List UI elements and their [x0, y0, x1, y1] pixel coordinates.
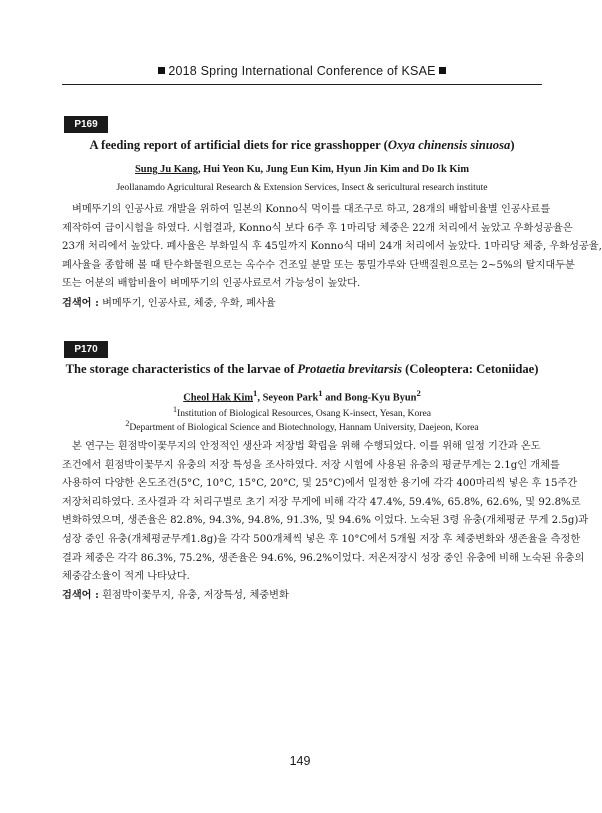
- conference-header-text: [62, 64, 542, 78]
- keywords-label: 검색어 :: [62, 589, 99, 601]
- article-affiliation: $^1$Institution of Biological Resources, Osang K-insect, Yesan, Korea: [173, 405, 431, 420]
- presenting-author: Sung Ju Kang: [135, 164, 198, 175]
- co-authors: , Hui Yeon Ku, Jung Eun Kim, Hyun Jin Kim and Do Ik Kim: [197, 164, 469, 175]
- species-name: Protaetia brevitarsis: [297, 362, 403, 376]
- abstract-line: 또는 어분의 배합비율이 벼메뚜기의 인공사료로서 가능성이 높았다.: [62, 278, 361, 290]
- article-keywords: [62, 294, 276, 309]
- conference-title: 2018 Spring International Conference of KSAE: [168, 64, 436, 78]
- abstract-line: 체중감소율이 적게 나타났다.: [62, 571, 190, 583]
- species-name: Oxya chinensis sinuosa: [387, 138, 511, 152]
- article-code-badge: P170: [64, 341, 108, 358]
- co-author: , Seyeon Park: [257, 392, 319, 404]
- article-code-badge: P169: [64, 116, 108, 133]
- presenting-author: Cheol Hak Kim: [183, 392, 254, 404]
- article-abstract: [62, 438, 589, 587]
- conference-header: [62, 60, 542, 85]
- keywords-value: 흰점박이꽃무지, 유충, 저장특성, 체중변화: [102, 590, 289, 601]
- abstract-line: 본 연구는 흰점박이꽃무지의 안정적인 생산과 저장법 확립을 위해 수행되었다. 이를 위해 일정 기간과 온도: [72, 441, 541, 452]
- abstract-line: 조건에서 흰점박이꽃무지 유충의 저장 특성을 조사하였다. 저장 시험에 사용된 유충의 평균무게는 2.1g인 개체를: [62, 459, 560, 471]
- abstract-line: 저장처리하였다. 조사결과 각 처리구별로 초기 저장 무게에 비해 각각 47.4%, 59.4%, 65.8%, 62.6%, 및 92.8%로: [62, 496, 581, 508]
- keywords-value: 벼메뚜기, 인공사료, 체중, 우화, 폐사율: [102, 298, 276, 309]
- article-abstract: [62, 201, 602, 294]
- article-affiliation: Jeollanamdo Agricultural Research & Extension Services, Insect & sericultural research institute: [116, 182, 488, 193]
- square-bullet-icon: [158, 67, 165, 74]
- article-keywords: [62, 586, 289, 601]
- article-affiliation: $^2$Department of Biological Science and Biotechnology, Hannam University, Daejeon, Korea: [125, 419, 479, 434]
- article-title: The storage characteristics of the larvae of Protaetia brevitarsis (Coleoptera: Cetoniidae): [65, 362, 539, 376]
- abstract-line: 벼메뚜기의 인공사료 개발을 위하여 일본의 Konno식 먹이를 대조구로 하고, 28개의 배합비율별 인공사료를: [72, 204, 551, 215]
- abstract-line: 제작하여 급이시험을 하였다. 시험결과, Konno식 보다 6주 후 1마리당 체중은 22개 처리에서 높았고 우화성공율은: [62, 222, 573, 234]
- abstract-line: 변화하였으며, 생존율은 82.8%, 94.3%, 94.8%, 91.3%, 및 94.6% 이었다. 노숙된 3령 유충(개체평균 무게 2.5g)과: [62, 515, 589, 527]
- co-author: and Bong-Kyu Byun: [322, 392, 417, 404]
- abstract-line: 23개 처리에서 높았다. 폐사율은 부화일식 후 45일까지 Konno식 대비 24개 처리에서 높았다. 1마리당 체중, 우화성공율,: [62, 241, 602, 253]
- keywords-label: 검색어 :: [62, 297, 99, 309]
- article-authors: [62, 164, 542, 175]
- page-number: 149: [289, 754, 311, 768]
- abstract-line: 성장 중인 유충(개체평균무게1.8g)을 각각 500개체씩 넣은 후 10°C에서 5개월 저장 후 체중변화와 생존율을 측정한: [62, 533, 581, 545]
- abstract-line: 사용하여 다양한 온도조건(5°C, 10°C, 15°C, 20°C, 및 25°C)에서 일정한 용기에 각각 400마리씩 넣은 후 15주간: [62, 478, 578, 490]
- abstract-line: 결과 체중은 각각 86.3%, 75.2%, 생존율은 94.6%, 96.2%이었다. 저온저장시 성장 중인 유충에 비해 노숙된 유충의: [62, 552, 585, 564]
- article-title: A feeding report of artificial diets for rice grasshopper (Oxya chinensis sinuosa): [89, 138, 515, 152]
- square-bullet-icon: [439, 67, 446, 74]
- article-authors: Cheol Hak Kim$^1$, Seyeon Park$^1$ and Bong-Kyu Byun$^2$: [183, 388, 421, 404]
- abstract-line: 폐사율을 종합해 볼 때 탄수화물원으로는 옥수수 건조잎 분말 또는 통밀가루와 단백질원으로는 2~5%의 탈지대두분: [62, 259, 575, 271]
